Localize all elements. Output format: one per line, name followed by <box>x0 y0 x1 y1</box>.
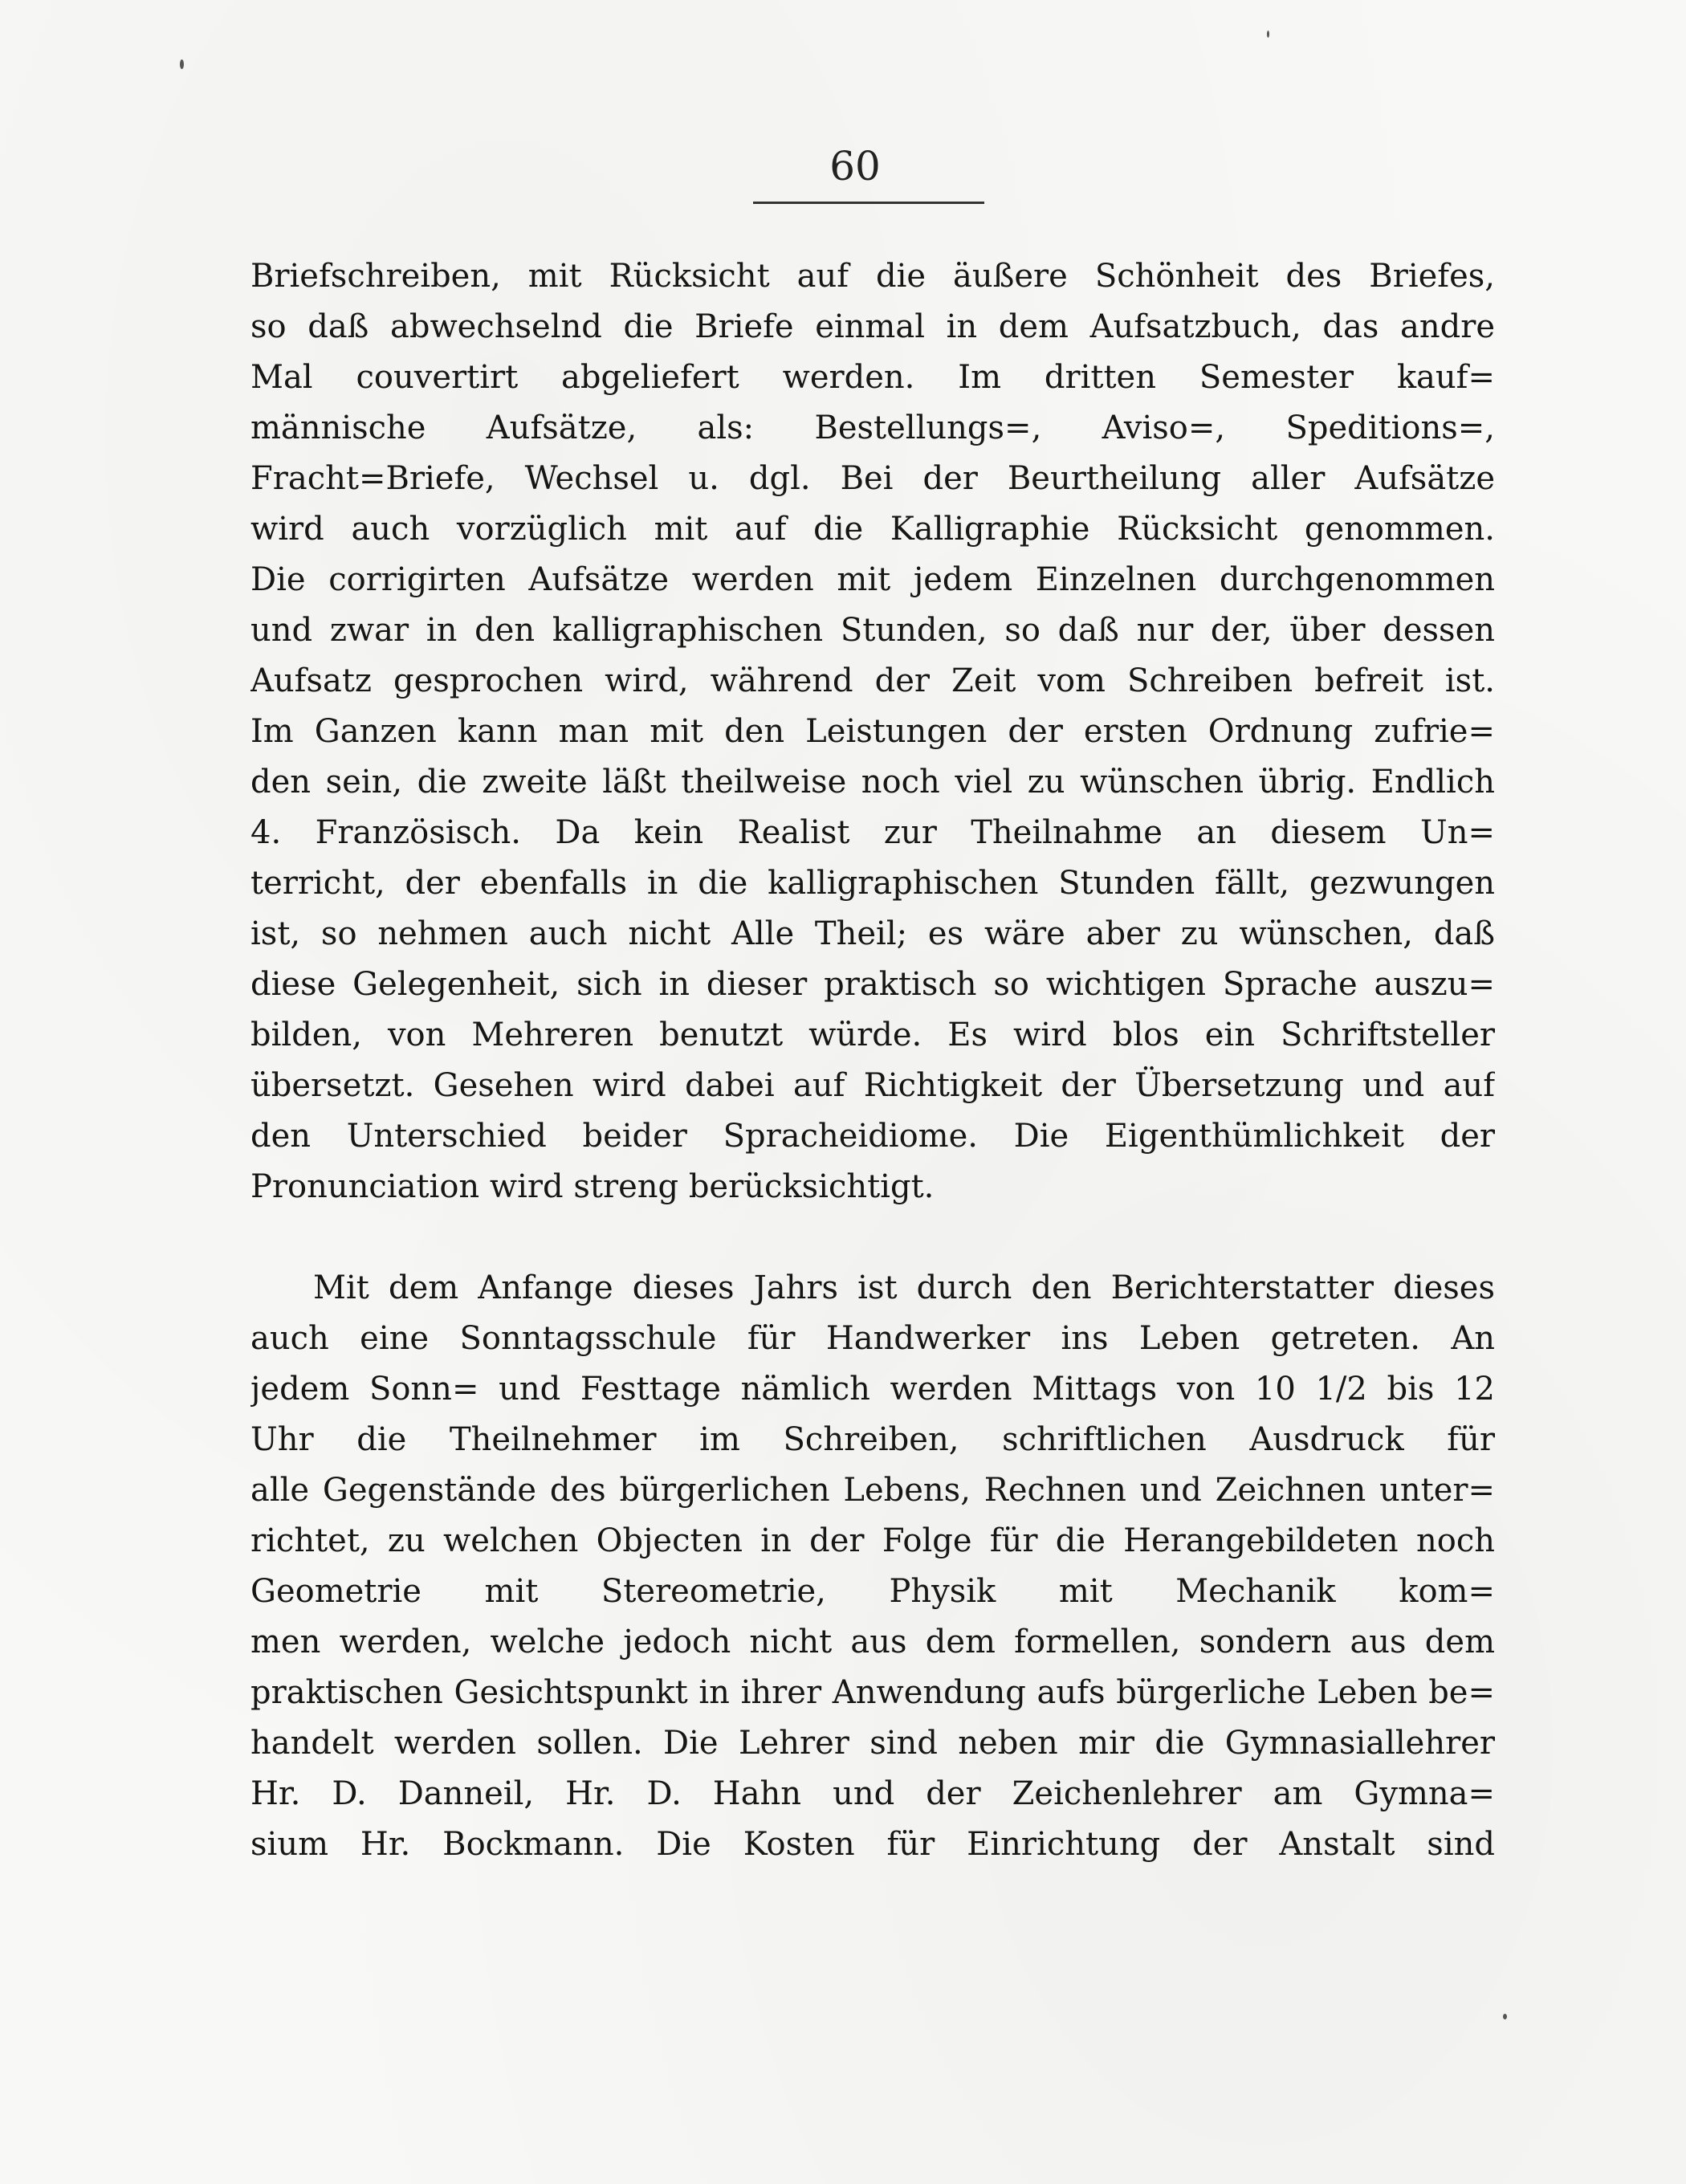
text-line: Hr. D. Danneil, Hr. D. Hahn und der Zeichenlehrer am Gymna= <box>250 1775 1495 1812</box>
text-line: terricht, der ebenfalls in die kalligraphischen Stunden fällt, gezwungen <box>250 865 1495 902</box>
text-line: Mit dem Anfange dieses Jahrs ist durch den Berichterstatter dieses <box>313 1269 1495 1306</box>
text-line: übersetzt. Gesehen wird dabei auf Richtigkeit der Übersetzung und auf <box>250 1067 1495 1104</box>
text-line: Mal couvertirt abgeliefert werden. Im dritten Semester kauf= <box>250 359 1495 396</box>
ink-speck <box>180 59 184 69</box>
text-line: handelt werden sollen. Die Lehrer sind neben mir die Gymnasiallehrer <box>250 1725 1495 1762</box>
text-line: den Unterschied beider Spracheidiome. Die Eigenthümlichkeit der <box>250 1118 1495 1155</box>
text-line: 4. Französisch. Da kein Realist zur Theilnahme an diesem Un= <box>250 814 1495 851</box>
text-line: diese Gelegenheit, sich in dieser praktisch so wichtigen Sprache auszu= <box>250 966 1495 1003</box>
ink-speck <box>1267 31 1269 38</box>
text-line: bilden, von Mehreren benutzt würde. Es wird blos ein Schriftsteller <box>250 1017 1495 1053</box>
text-line: praktischen Gesichtspunkt in ihrer Anwendung aufs bürgerliche Leben be= <box>250 1674 1495 1711</box>
paragraph-1 <box>250 251 1495 1212</box>
text-line: Fracht=Briefe, Wechsel u. dgl. Bei der Beurtheilung aller Aufsätze <box>250 460 1495 497</box>
text-line: sium Hr. Bockmann. Die Kosten für Einrichtung der Anstalt sind <box>250 1826 1495 1863</box>
text-line: Aufsatz gesprochen wird, während der Zeit vom Schreiben befreit ist. <box>250 662 1495 699</box>
ink-speck <box>1503 2014 1507 2019</box>
text-line: jedem Sonn= und Festtage nämlich werden Mittags von 10 1/2 bis 12 <box>250 1371 1495 1408</box>
text-line: ist, so nehmen auch nicht Alle Theil; es wäre aber zu wünschen, daß <box>250 915 1495 952</box>
text-line: Uhr die Theilnehmer im Schreiben, schriftlichen Ausdruck für <box>250 1421 1495 1458</box>
text-line: men werden, welche jedoch nicht aus dem formellen, sondern aus dem <box>250 1624 1495 1660</box>
text-line: Pronunciation wird streng berücksichtigt. <box>250 1168 935 1205</box>
text-line: alle Gegenstände des bürgerlichen Lebens, Rechnen und Zeichnen unter= <box>250 1472 1495 1509</box>
text-line: richtet, zu welchen Objecten in der Folge für die Herangebildeten noch <box>250 1522 1495 1559</box>
text-line: Briefschreiben, mit Rücksicht auf die äußere Schönheit des Briefes, <box>250 258 1495 295</box>
text-line: den sein, die zweite läßt theilweise noch viel zu wünschen übrig. Endlich <box>250 764 1495 801</box>
page-number: 60 <box>829 143 881 189</box>
text-line: Geometrie mit Stereometrie, Physik mit Mechanik kom= <box>250 1573 1495 1610</box>
text-line: auch eine Sonntagsschule für Handwerker ins Leben getreten. An <box>250 1320 1495 1357</box>
text-line: so daß abwechselnd die Briefe einmal in dem Aufsatzbuch, das andre <box>250 308 1495 345</box>
paragraph-2 <box>250 1263 1495 1870</box>
page-number-rule <box>753 202 984 204</box>
text-line: Im Ganzen kann man mit den Leistungen der ersten Ordnung zufrie= <box>250 713 1495 750</box>
text-line: Die corrigirten Aufsätze werden mit jedem Einzelnen durchgenommen <box>250 561 1495 598</box>
text-line: und zwar in den kalligraphischen Stunden, so daß nur der, über dessen <box>250 612 1495 649</box>
text-line: männische Aufsätze, als: Bestellungs=, Aviso=, Speditions=, <box>250 410 1495 446</box>
text-line: wird auch vorzüglich mit auf die Kalligraphie Rücksicht genommen. <box>250 511 1495 548</box>
